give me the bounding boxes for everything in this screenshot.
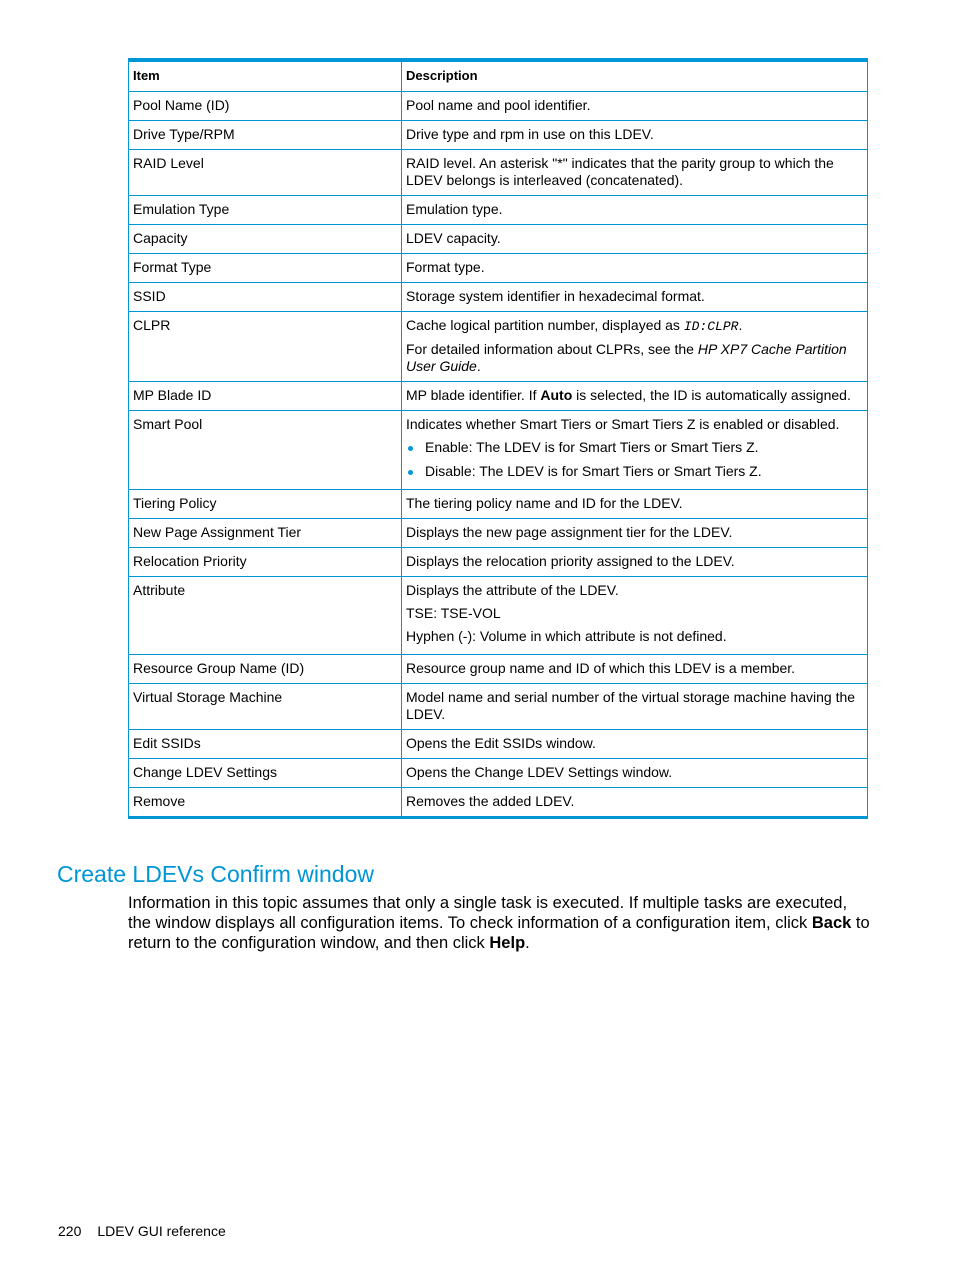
description-text: Pool name and pool identifier. — [406, 97, 591, 113]
table-row — [129, 548, 868, 577]
table-row — [129, 577, 868, 655]
item-cell: Remove — [129, 788, 402, 818]
table-row — [129, 283, 868, 312]
description-cell — [402, 788, 868, 818]
item-cell: Resource Group Name (ID) — [129, 655, 402, 684]
table-row — [129, 254, 868, 283]
item-cell: Drive Type/RPM — [129, 121, 402, 150]
description-cell — [402, 254, 868, 283]
table-row — [129, 312, 868, 382]
description-text: Indicates whether Smart Tiers or Smart Tiers Z is enabled or disabled. — [406, 416, 840, 432]
description-cell — [402, 196, 868, 225]
description-cell — [402, 225, 868, 254]
table-row — [129, 655, 868, 684]
text-span: Information in this topic assumes that only a single task is executed. If multiple tasks are executed, the window displays all configuration items. To check information of a configuration item, click — [128, 894, 848, 932]
description-cell — [402, 548, 868, 577]
description-text: Resource group name and ID of which this LDEV is a member. — [406, 660, 796, 676]
description-text: TSE: TSE-VOL — [406, 605, 501, 621]
item-cell: New Page Assignment Tier — [129, 519, 402, 548]
item-cell: Relocation Priority — [129, 548, 402, 577]
description-text: Hyphen (-): Volume in which attribute is not defined. — [406, 628, 727, 644]
header-item: Item — [129, 60, 402, 92]
item-cell: Virtual Storage Machine — [129, 684, 402, 730]
table-row — [129, 121, 868, 150]
description-text — [406, 387, 863, 404]
description-text: LDEV capacity. — [406, 230, 501, 246]
table-row — [129, 759, 868, 788]
item-cell: Emulation Type — [129, 196, 402, 225]
description-text: Model name and serial number of the virtual storage machine having the LDEV. — [406, 689, 856, 722]
section-heading: Create LDEVs Confirm window — [57, 861, 375, 887]
item-cell: Edit SSIDs — [129, 730, 402, 759]
description-cell — [402, 121, 868, 150]
item-cell: RAID Level — [129, 150, 402, 196]
text-span: For detailed information about CLPRs, see the — [406, 341, 698, 357]
description-cell — [402, 684, 868, 730]
description-cell — [402, 759, 868, 788]
header-description: Description — [402, 60, 868, 92]
table-header-row — [129, 60, 868, 92]
guide-title: HP XP7 Cache Partition User Guide — [406, 341, 847, 374]
description-text: Format type. — [406, 259, 485, 275]
description-cell — [402, 150, 868, 196]
description-cell — [402, 382, 868, 411]
table-row — [129, 382, 868, 411]
text-span: MP blade identifier. If — [406, 387, 541, 403]
table-row — [129, 519, 868, 548]
bold-term: Auto — [540, 387, 573, 403]
description-cell — [402, 312, 868, 382]
footer-title: LDEV GUI reference — [97, 1223, 226, 1239]
table-row — [129, 92, 868, 121]
table-row — [129, 490, 868, 519]
list-item: Disable: The LDEV is for Smart Tiers or Smart Tiers Z. — [406, 463, 863, 480]
description-text: RAID level. An asterisk "*" indicates that the parity group to which the LDEV belongs is interleaved (concatenated). — [406, 155, 834, 188]
item-cell: Capacity — [129, 225, 402, 254]
bullet-list — [406, 439, 863, 480]
text-span: to return to the configuration window, and then click — [128, 914, 870, 952]
list-item: Enable: The LDEV is for Smart Tiers or Smart Tiers Z. — [406, 439, 863, 456]
description-cell — [402, 655, 868, 684]
reference-table — [128, 58, 868, 819]
text-span: . — [476, 358, 481, 374]
item-cell: Smart Pool — [129, 411, 402, 490]
table-row — [129, 411, 868, 490]
table-row — [129, 684, 868, 730]
description-cell — [402, 283, 868, 312]
item-cell: MP Blade ID — [129, 382, 402, 411]
description-text: Storage system identifier in hexadecimal format. — [406, 288, 705, 304]
item-cell: Tiering Policy — [129, 490, 402, 519]
description-text: Displays the relocation priority assigned to the LDEV. — [406, 553, 735, 569]
item-cell: Pool Name (ID) — [129, 92, 402, 121]
code-text: ID:CLPR — [683, 319, 739, 334]
item-cell: Format Type — [129, 254, 402, 283]
description-text: Drive type and rpm in use on this LDEV. — [406, 126, 654, 142]
page-footer — [58, 1223, 226, 1240]
text-span: . — [525, 934, 530, 952]
description-text: The tiering policy name and ID for the LDEV. — [406, 495, 683, 511]
text-span: Cache logical partition number, displayed as — [406, 317, 684, 333]
description-cell — [402, 730, 868, 759]
description-text: Opens the Change LDEV Settings window. — [406, 764, 673, 780]
item-cell: Attribute — [129, 577, 402, 655]
description-text: Removes the added LDEV. — [406, 793, 575, 809]
bold-term: Help — [489, 934, 526, 952]
description-text: Displays the new page assignment tier for the LDEV. — [406, 524, 733, 540]
section-body — [128, 893, 870, 953]
description-cell — [402, 411, 868, 490]
bold-term: Back — [811, 914, 852, 932]
item-cell: CLPR — [129, 312, 402, 382]
description-cell — [402, 577, 868, 655]
description-text: Opens the Edit SSIDs window. — [406, 735, 596, 751]
table-row — [129, 150, 868, 196]
description-text: Emulation type. — [406, 201, 503, 217]
text-span: . — [738, 317, 743, 333]
page-number: 220 — [58, 1223, 82, 1239]
description-text — [406, 317, 863, 335]
table-row — [129, 225, 868, 254]
description-cell — [402, 490, 868, 519]
text-span: is selected, the ID is automatically assigned. — [572, 387, 851, 403]
table-row — [129, 196, 868, 225]
description-text: Displays the attribute of the LDEV. — [406, 582, 619, 598]
description-text — [406, 341, 863, 375]
description-cell — [402, 92, 868, 121]
table-row — [129, 788, 868, 818]
table-row — [129, 730, 868, 759]
item-cell: SSID — [129, 283, 402, 312]
description-cell — [402, 519, 868, 548]
item-cell: Change LDEV Settings — [129, 759, 402, 788]
